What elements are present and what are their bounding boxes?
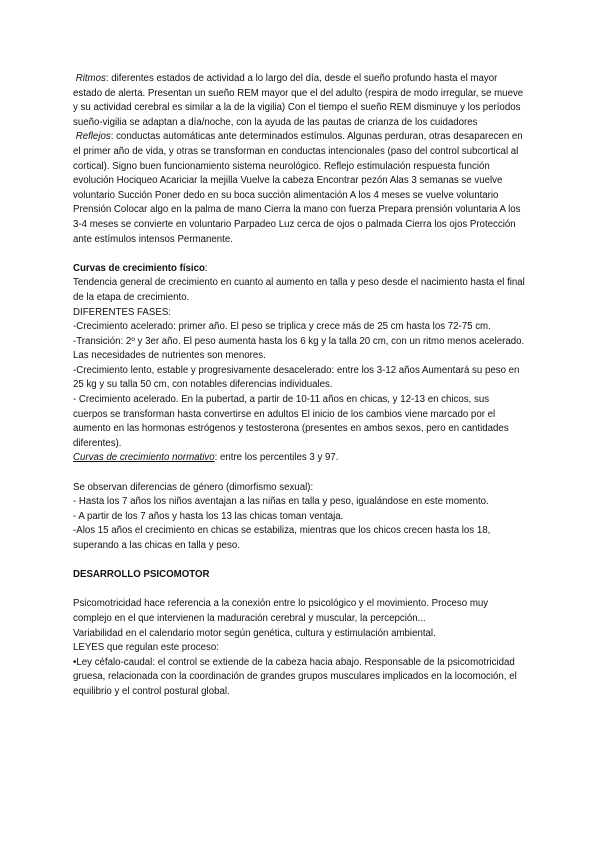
spacer [73,247,525,262]
normativo-text: : entre los percentiles 3 y 97. [214,452,339,464]
spacer [73,466,525,481]
curvas-heading-line [73,262,525,277]
reflejos-paragraph [73,130,525,247]
fases-heading: DIFERENTES FASES: [73,306,171,318]
psicomotor-paragraph: •Ley céfalo-caudal: el control se extiende de la cabeza hacia abajo. Responsable de la psicomotricidad gruesa, relacionada con la coordinación de grandes grupos musculares implicados en la locomoción, el equilibrio y el control postural global. [73,656,517,697]
genero-item: -Alos 15 años el crecimiento en chicas se estabiliza, mientras que los chicos crecen hasta los 18, superando a las chicas en talla y peso. [73,525,491,551]
normativo-term: Curvas de crecimiento normativo [73,452,215,464]
fase-item: -Crecimiento acelerado: primer año. El peso se triplica y crece más de 25 cm hasta los 72-75 cm. [73,321,491,333]
genero-item: - A partir de los 7 años y hasta los 13 las chicas toman ventaja. [73,510,344,522]
curvas-heading: Curvas de crecimiento físico [73,262,205,274]
psicomotor-paragraph: LEYES que regulan este proceso: [73,642,219,654]
document-page [73,72,525,700]
fase-item: -Transición: 2º y 3er año. El peso aumenta hasta los 6 kg y la talla 20 cm, con un ritmo menos acelerado. Las necesidades de nutrientes son menores. [73,335,525,362]
psicomotor-heading: DESARROLLO PSICOMOTOR [73,569,210,581]
psicomotor-paragraph: Psicomotricidad hace referencia a la conexión entre lo psicológico y el movimiento. Proceso muy complejo en el que intervienen la maduración cerebral y muscular, la percepción... [73,598,489,624]
psicomotor-paragraph: Variabilidad en el calendario motor según genética, cultura y estimulación ambiental. [73,627,436,639]
reflejos-text: : conductas automáticas ante determinados estímulos. Algunas perduran, otras desaparecen en el primer año de vida, y otras se transforman en conductas intencionales (paso del control subcortical al cortical). Signo buen funcionamiento sistema neurológico. Reflejo estimulación respuesta función evolución Hociqueo Acariciar la mejilla Vuelve la cabeza Encontrar pezón Alas 3 semanas se vuelve voluntario Succión Poner dedo en su boca succión alimentación A los 4 meses se vuelve voluntario Prensión Colocar algo en la palma de mano Cierra la mano con fuerza Prepara prensión voluntaria A los 3-4 meses se convierte en voluntario Parpadeo Luz cerca de ojos o palmada Cierra los ojos Protección ante estímulos intensos Permanente. [73,131,523,245]
spacer [73,554,525,569]
reflejos-term: Reflejos [75,131,111,143]
curvas-intro: Tendencia general de crecimiento en cuanto al aumento en talla y peso desde el nacimiento hasta el final de la etapa de crecimiento. [73,277,525,303]
genero-intro: Se observan diferencias de género (dimorfismo sexual): [73,481,314,493]
ritmos-paragraph [73,72,525,130]
fase-item: -Crecimiento lento, estable y progresivamente desacelerado: entre los 3-12 años Aumentará su peso en 25 kg y su talla 50 cm, con notables diferencias individuales. [73,364,520,391]
normativo-line [73,451,525,466]
fase-item: - Crecimiento acelerado. En la pubertad, a partir de 10-11 años en chicas, y 12-13 en chicos, sus cuerpos se transforman hasta convertirse en adultos El inicio de los cambios viene marcado por el aumento en las hormonas estrógenos y testosterona (presentes en ambos sexos, pero en cantidades diferentes). [73,394,509,449]
spacer [73,583,525,598]
curvas-heading-colon: : [204,262,208,274]
ritmos-term: Ritmos [75,73,106,84]
ritmos-text: : diferentes estados de actividad a lo largo del día, desde el sueño profundo hasta el mayor estado de alerta. Presentan un sueño REM mayor que el del adulto (respira de modo irregular, se mueve y su actividad cerebral es similar a la de la vigilia) Con el tiempo el sueño REM disminuye y los períodos sueño-vigilia se adaptan a día/noche, con la ayuda de las pautas de crianza de los cuidadores [73,73,524,128]
genero-item: - Hasta los 7 años los niños aventajan a las niñas en talla y peso, igualándose en este momento. [73,496,489,508]
